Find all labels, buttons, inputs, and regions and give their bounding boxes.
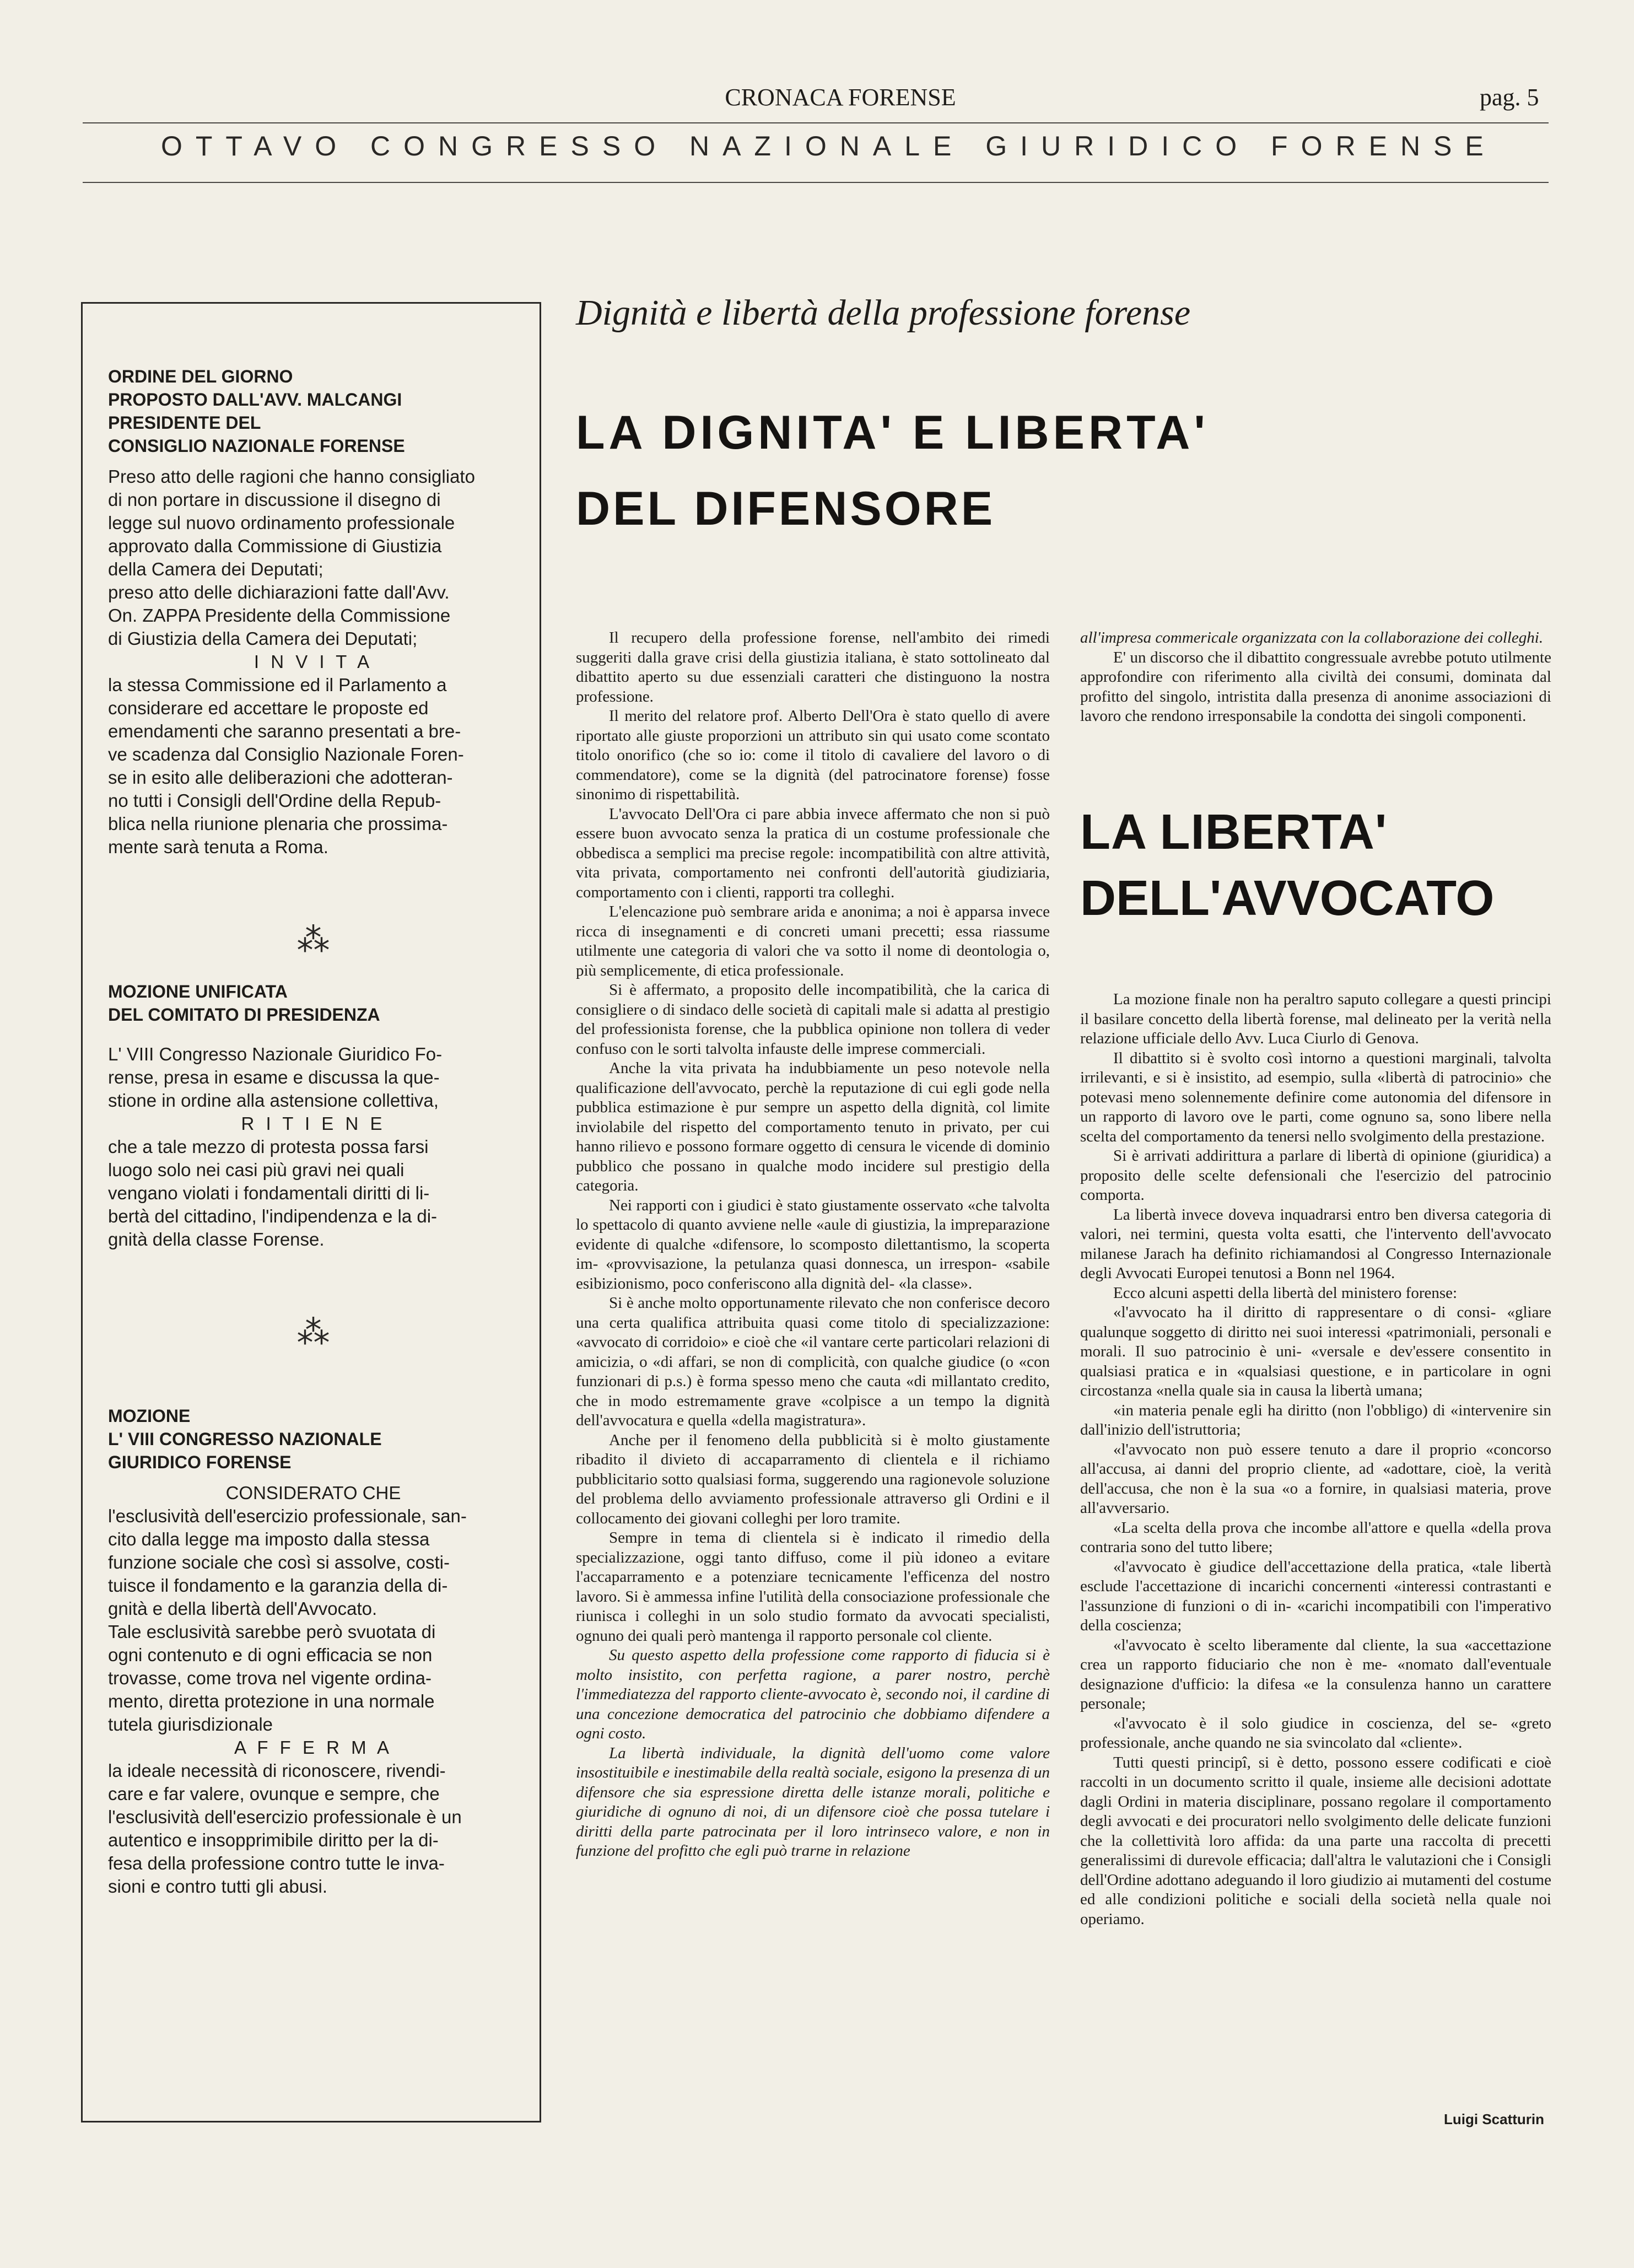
page-number: pag. 5 — [1480, 84, 1539, 111]
section-title: OTTAVO CONGRESSO NAZIONALE GIURIDICO FORENSE — [161, 131, 1497, 161]
mozione-body: CONSIDERATO CHE l'esclusività dell'esercizio professionale, san- cito dalla legge ma imposto dalla stessa funzione sociale che così si assolve, costi- tuisce il fondamento e la garanzia della di- gnità e della libertà dell'Avvocato. Tale esclusività sarebbe però svuotata di ogni contenuto e di ogni efficacia se non trovasse, come trova nel vigente ordina- mento, diretta protezione in una normale tutela giurisdizionale A F F E R M A la ideale necessità di riconoscere, rivendi- care e far valere, ovunque e sempre, che l'esclusività dell'esercizio professionale è un autentico e insopprimibile diritto per la di- fesa della professione contro tutte le inva- sioni e contro tutti gli abusi. — [108, 1482, 519, 1898]
motions-content — [108, 365, 519, 1898]
article-kicker: Dignità e libertà della professione forense — [576, 293, 1191, 333]
header-rule — [83, 122, 1549, 123]
mozione-afferma: A F F E R M A — [234, 1737, 393, 1758]
article-signature: Luigi Scatturin — [1444, 2111, 1544, 2127]
section-rule — [83, 182, 1549, 183]
separator-asterism-2: ⁂ — [296, 1314, 330, 1351]
unificata-title: MOZIONE UNIFICATA DEL COMITATO DI PRESIDENZA — [108, 982, 380, 1025]
mozione-title: MOZIONE L' VIII CONGRESSO NAZIONALE GIURIDICO FORENSE — [108, 1406, 382, 1472]
headline2-line-2: DELL'AVVOCATO — [1080, 871, 1495, 926]
article-column-1: Il recupero della professione forense, nell'ambito dei rimedi suggeriti dalla grave crisi della giustizia italiana, è stato sottolineato dal dibattito aperto su due essenziali caratteri che distinguono la nostra professione. Il merito del relatore prof. Alberto Dell'Ora è stato quello di avere riportato alle giuste proporzioni un attributo sin qui usato come scontato titolo onorifico (che so io: come il titolo di cavaliere del lavoro o di commendatore), come se la dignità (del patrocinatore forense) fosse sinonimo di rispettabilità. L'avvocato Dell'Ora ci pare abbia invece affermato che non si può essere buon avvocato senza la pratica di un costume professionale che obbedisca a semplici ma precise regole: incompatibilità con altre attività, vita privata, comportamento nei confronti dell'autorità giudiziaria, comportamento con i clienti, rapporti tra colleghi. L'elencazione può sembrare arida e anonima; a noi è apparsa invece ricca di insegnamenti e di concreti umani precetti; essa riassume utilmente une categoria di valori che va sotto il nome di deontologia o, più semplicemente, di etica professionale. Si è affermato, a proposito delle incompatibilità, che la carica di consigliere o di sindaco delle società di capitali male si adatta al prestigio del professionista forense, che la pubblica opinione non tollera di veder confuso con le sorti talvolta infauste delle imprese commerciali. Anche la vita privata ha indubbiamente un peso notevole nella qualificazione dell'avvocato, perchè la reputazione di cui egli gode nella pubblica estimazione è pur sempre un aspetto della dignità, col limite inviolabile del rispetto del comportamento tenuto in privato, per cui hanno rilievo e possono formare oggetto di censura le vicende di dominio pubblico che possano in qualche modo incidere sul prestigio della categoria. Nei rapporti con i giudici è stato giustamente osservato «che talvolta lo spettacolo di quanto avviene nelle «aule di giustizia, la impreparazione evidente di qualche «difensore, lo scomposto dilettantismo, la scoperta im- «provvisazione, la petulanza quasi donnesca, un irrespon- «sabile esibizionismo, poco conferiscono alla dignità del- «la classe». Si è anche molto opportunamente rilevato che non conferisce decoro una certa qualifica attribuita quasi come titolo di specializzazione: «avvocato di corridoio» e cioè che «il vantare certe particolari relazioni di amicizia, o «di affari, se non di complicità, con qualche giudice (o «con funzionari di p.s.) è forma spesso meno che cauta «di millantato credito, che in modo estremamente grave «colpisce a un tempo la dignità dell'avvocatura e quella «della magistratura». Anche per il fenomeno della pubblicità si è molto giustamente ribadito il divieto di accaparramento di clientela e il richiamo pubblicitario sotto qualsiasi forma, suggerendo una ragionevole soluzione del problema dello avviamento professionale attraverso gli Ordini e il collocamento dei giovani colleghi per loro tramite. Sempre in tema di clientela si è indicato il rimedio della specializzazione, oggi tanto diffuso, come il più idoneo a evitare l'accaparramento e a potenziare tecnicamente l'efficenza del nostro lavoro. Si è ammessa infine l'utilità della consociazione professionale che riunisca i colleghi in un solo studio formato da avvocati specialisti, ognuno dei quali però mantenga il rapporto personale col cliente. Su questo aspetto della professione come rapporto di fiducia si è molto insistito, con perfetta ragione, a parer nostro, perchè l'immediatezza del rapporto cliente-avvocato è, secondo noi, il cardine di una concezione democratica del patrocinio che dobbiamo difendere a ogni costo. La libertà individuale, la dignità dell'uomo come valore insostituibile e inestimabile della realtà sociale, esigono la presenza di un difensore che sia espressione diretta delle istanze morali, politiche e giuridiche di ognuno di noi, di un difensore cioè che possa tutelare i diritti della parte patrocinata per il loro intrinseco valore, e non in funzione del profitto che egli può trarne in relazione — [576, 629, 1050, 1860]
mozione-considerato: CONSIDERATO CHE — [225, 1483, 401, 1503]
odg-title: ORDINE DEL GIORNO PROPOSTO DALL'AVV. MALCANGI PRESIDENTE DEL CONSIGLIO NAZIONALE FORENSE — [108, 367, 405, 456]
running-title: CRONACA FORENSE — [725, 84, 956, 111]
odg-invita: I N V I T A — [254, 651, 373, 672]
article-column-2-bottom: La mozione finale non ha peraltro saputo collegare a questi principi il basilare concetto della libertà forense, mal delineato per la verità nella relazione ufficiale dello Avv. Luca Ciurlo di Genova. Il dibattito si è svolto così intorno a questioni marginali, talvolta irrilevanti, e si è insistito, ad esempio, sulla «libertà di patrocinio» che potevasi meno solennemente definire come autonomia del difensore in un rapporto di lavoro ove le parti, come ognuno sa, sono libere nella scelta del comportamento da tenersi nello svolgimento della prestazione. Si è arrivati addirittura a parlare di libertà di opinione (giuridica) a proposito delle scelte defensionali che l'esercizio del patrocinio comporta. La libertà invece doveva inquadrarsi entro ben diversa categoria di valori, nei termini, questa volta esatti, che l'intervento dell'avvocato milanese Jarach ha definito richiamandosi al Congresso Internazionale degli Avvocati Europei tenutosi a Bonn nel 1964. Ecco alcuni aspetti della libertà del ministero forense: «l'avvocato ha il diritto di rappresentare o di consi- «gliare qualunque soggetto di diritto nei suoi interessi «patrimoniali, personali e morali. Il suo patrocinio è uni- «versale e dev'essere consentito in qualsiasi pratica e in «qualsiasi questione, e in particolare in ogni circostanza «nella quale sia in causa la libertà umana; «in materia penale egli ha diritto (non l'obbligo) di «intervenire sin dall'inizio dell'istruttoria; «l'avvocato non può essere tenuto a dare il proprio «concorso all'accusa, ai danni del proprio cliente, ad «adottare, cioè, la verità dell'accusa, che non è la sua «o a fornire, in qualsiasi materia, prove all'avversario. «La scelta della prova che incombe all'attore e quella «della prova contraria sono del tutto libere; «l'avvocato è giudice dell'accettazione della pratica, «tale libertà esclude l'accettazione di incarichi concernenti «interessi contrastanti e l'assunzione di funzioni o di in- «carichi incompatibili con l'imperativo della coscienza; «l'avvocato è scelto liberamente dal cliente, la sua «accettazione crea un rapporto fiduciario che non è me- «nomato dall'eventuale designazione d'ufficio: la difesa «e la consulenza hanno un carattere personale; «l'avvocato è il solo giudice in coscienza, del se- «greto professionale, anche quando ne sia svincolato dal «cliente». Tutti questi principî, si è detto, possono essere codificati e cioè raccolti in un documento scritto il quale, insieme alle decisioni adottate dagli Ordini in materia disciplinare, possano regolare il comportamento degli avvocati e dei procuratori nello svolgimento delle delicate funzioni che la collettività loro affida: da una parte una raccolta di precetti generalissimi di durevole efficacia; dall'altra le valutazioni che i Consigli dell'Ordine adottano adeguando il loro giudizio ai mutamenti del costume ed alle condizioni politiche e sociali della società nella quale noi operiamo. — [1080, 990, 1551, 1928]
headline-line-2: DEL DIFENSORE — [576, 482, 996, 535]
unificata-body: L' VIII Congresso Nazionale Giuridico Fo- rense, presa in esame e discussa la que- stione in ordine alla astensione collettiva, R I T I E N E che a tale mezzo di protesta possa farsi luogo solo nei casi più gravi nei quali vengano violati i fondamentali diritti di li- bertà del cittadino, l'indipendenza e la di- gnità della classe Forense. — [108, 1043, 519, 1251]
odg-body: Preso atto delle ragioni che hanno consigliato di non portare in discussione il disegno di legge sul nuovo ordinamento professionale approvato dalla Commissione di Giustizia della Camera dei Deputati; preso atto delle dichiarazioni fatte dall'Avv. On. ZAPPA Presidente della Commissione di Giustizia della Camera dei Deputati; I N V I T A la stessa Commissione ed il Parlamento a considerare ed accettare le proposte ed emendamenti che saranno presentati a bre- ve scadenza dal Consiglio Nazionale Foren- se in esito alle deliberazioni che adotteran- no tutti i Consigli dell'Ordine della Repub- blica nella riunione plenaria che prossima- mente sarà tenuta a Roma. — [108, 465, 519, 859]
headline2-line-1: LA LIBERTA' — [1080, 805, 1388, 860]
article-column-2-top: all'impresa commericale organizzata con la collaborazione dei colleghi. E' un discorso che il dibattito congressuale avrebbe potuto utilmente approfondire con riferimento alla civiltà dei consumi, dominata dal profitto del singolo, intristita dalla presenza di anonime associazioni di lavoro che rendono irresponsabile la condotta dei singoli componenti. — [1080, 629, 1551, 725]
unificata-ritiene: R I T I E N E — [241, 1113, 386, 1134]
separator-asterism: ⁂ — [296, 922, 330, 958]
headline-line-1: LA DIGNITA' E LIBERTA' — [576, 406, 1209, 459]
